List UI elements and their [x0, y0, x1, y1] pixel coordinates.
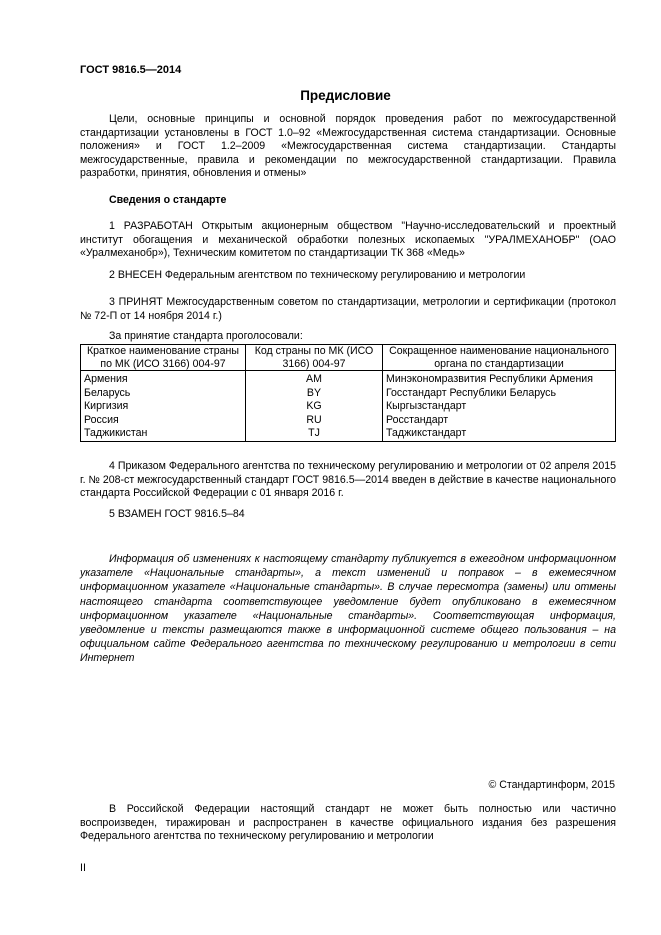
document-header: ГОСТ 9816.5—2014 — [80, 64, 182, 76]
intro-paragraph: Цели, основные принципы и основной порядок проведения работ по межгосударственной стандартизации установлены в ГОСТ 1.0–92 «Межгосударственная система стандартизации. Основные положения» и ГОСТ 1.2–2009 «Межгосударственная система стандартизации. Стандарты межгосударственные, правила и рекомендации по межгосударственной стандартизации. Правила разработки, принятия, обновления и отмены» — [80, 113, 616, 179]
table-cell-code: KG — [246, 400, 383, 414]
table-row — [81, 400, 616, 414]
voting-table — [80, 344, 616, 442]
table-cell-country: Таджикистан — [81, 427, 246, 441]
table-cell-code: TJ — [246, 427, 383, 441]
table-cell-code: RU — [246, 414, 383, 428]
table-row — [81, 414, 616, 428]
table-cell-country: Россия — [81, 414, 246, 428]
reproduction-notice: В Российской Федерации настоящий стандарт не может быть полностью или частично воспроизведен, тиражирован и распространен в качестве официального издания без разрешения Федерального агентства по техническому регулированию и метрологии — [80, 803, 616, 842]
table-row — [81, 427, 616, 441]
table-cell-country: Киргизия — [81, 400, 246, 414]
table-header-code: Код страны по МК (ИСО 3166) 004-97 — [246, 345, 383, 371]
page-title: Предисловие — [300, 88, 391, 103]
table-cell-code: BY — [246, 387, 383, 401]
adopted-by-paragraph: 3 ПРИНЯТ Межгосударственным советом по стандартизации, метрологии и сертификации (протокол № 72-П от 14 ноября 2014 г.) — [80, 296, 616, 322]
page-title-row — [0, 89, 661, 105]
developed-by-paragraph: 1 РАЗРАБОТАН Открытым акционерным обществом "Научно-исследовательский и проектный институт обогащения и механической обработки полезных ископаемых "УРАЛМЕХАНОБР" (ОАО «Уралмеханобр»), Техническим комитетом по стандартизации ТК 368 «Медь» — [80, 220, 616, 259]
section-subheading: Сведения о стандарте — [109, 194, 227, 206]
table-cell-body: Росстандарт — [383, 414, 616, 428]
replaces-paragraph: 5 ВЗАМЕН ГОСТ 9816.5–84 — [109, 508, 245, 520]
changes-info-paragraph: Информация об изменениях к настоящему стандарту публикуется в ежегодном информационном указателе «Национальные стандарты», а текст изменений и поправок – в ежемесячном информационном указателе «Национальные стандарты». В случае пересмотра (замены) или отмены настоящего стандарта соответствующее уведомление будет опубликовано в ежемесячном информационном указателе «Национальные стандарты». Соответствующая информация, уведомление и тексты размещаются также в информационной системе общего пользования – на официальном сайте Федерального агентства по техническому регулированию и метрологии в сети Интернет — [80, 553, 616, 665]
table-header-row — [81, 345, 616, 371]
enactment-paragraph: 4 Приказом Федерального агентства по техническому регулированию и метрологии от 02 апреля 2015 г. № 208-ст межгосударственный стандарт ГОСТ 9816.5—2014 введен в действие в качестве национального стандарта Российской Федерации с 01 января 2016 г. — [80, 460, 616, 499]
table-row — [81, 387, 616, 401]
table-cell-body: Минэкономразвития Республики Армения — [383, 371, 616, 387]
table-cell-body: Госстандарт Республики Беларусь — [383, 387, 616, 401]
copyright-line: © Стандартинформ, 2015 — [488, 779, 615, 791]
introduced-by-paragraph: 2 ВНЕСЕН Федеральным агентством по техническому регулированию и метрологии — [109, 269, 526, 281]
table-header-body: Сокращенное наименование национального органа по стандартизации — [383, 345, 616, 371]
vote-label: За принятие стандарта проголосовали: — [109, 330, 303, 342]
table-cell-body: Таджикстандарт — [383, 427, 616, 441]
table-cell-body: Кыргызстандарт — [383, 400, 616, 414]
table-cell-code: AM — [246, 371, 383, 387]
table-header-country: Краткое наименование страны по МК (ИСО 3166) 004-97 — [81, 345, 246, 371]
table-row — [81, 371, 616, 387]
page-number: II — [80, 862, 86, 874]
table-cell-country: Армения — [81, 371, 246, 387]
table-cell-country: Беларусь — [81, 387, 246, 401]
